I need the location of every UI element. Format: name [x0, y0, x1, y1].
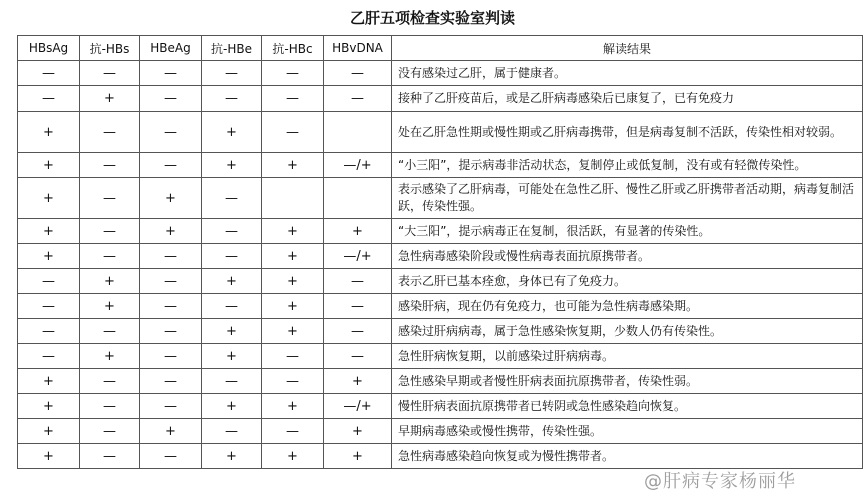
marker-cell: + [324, 444, 392, 469]
table-row [18, 178, 863, 219]
hbv-interpretation-table [17, 35, 863, 469]
marker-cell: — [262, 86, 324, 112]
result-cell: 急性肝病恢复期，以前感染过肝病病毒。 [392, 344, 863, 369]
marker-cell: — [140, 269, 202, 294]
marker-cell: + [202, 344, 262, 369]
marker-cell: — [18, 61, 80, 86]
marker-cell: — [140, 369, 202, 394]
marker-cell: — [140, 294, 202, 319]
result-cell: 急性病毒感染阶段或慢性病毒表面抗原携带者。 [392, 244, 863, 269]
marker-cell: + [140, 219, 202, 244]
result-cell: 表示感染了乙肝病毒，可能处在急性乙肝、慢性乙肝或乙肝携带者活动期，病毒复制活跃，传染性强。 [392, 178, 863, 219]
marker-cell: — [202, 294, 262, 319]
table-row [18, 86, 863, 112]
marker-cell: — [140, 444, 202, 469]
result-cell: 急性感染早期或者慢性肝病表面抗原携带者，传染性弱。 [392, 369, 863, 394]
marker-cell: + [80, 86, 140, 112]
table-row [18, 444, 863, 469]
result-cell: 感染过肝病病毒，属于急性感染恢复期，少数人仍有传染性。 [392, 319, 863, 344]
page-title: 乙肝五项检查实验室判读 [349, 9, 515, 27]
table-row [18, 394, 863, 419]
marker-cell: — [140, 344, 202, 369]
marker-cell: + [262, 269, 324, 294]
result-cell: “大三阳”，提示病毒正在复制，很活跃，有显著的传染性。 [392, 219, 863, 244]
marker-cell: + [262, 294, 324, 319]
marker-cell: + [262, 319, 324, 344]
marker-cell: + [202, 394, 262, 419]
marker-cell: — [80, 369, 140, 394]
table-row [18, 112, 863, 153]
marker-cell: + [262, 244, 324, 269]
marker-cell: — [262, 112, 324, 153]
marker-cell: + [262, 444, 324, 469]
marker-cell [262, 178, 324, 219]
table-header-row [18, 36, 863, 61]
marker-cell: — [80, 178, 140, 219]
col-header-anti-hbc: 抗-HBc [262, 36, 324, 61]
table-row [18, 294, 863, 319]
marker-cell: — [140, 153, 202, 178]
table-row [18, 319, 863, 344]
table-row [18, 244, 863, 269]
marker-cell: + [80, 344, 140, 369]
marker-cell: + [18, 369, 80, 394]
marker-cell: — [324, 61, 392, 86]
marker-cell: — [202, 244, 262, 269]
marker-cell: — [202, 61, 262, 86]
marker-cell: + [262, 219, 324, 244]
marker-cell: + [18, 153, 80, 178]
marker-cell [324, 178, 392, 219]
table-row [18, 61, 863, 86]
marker-cell: + [18, 419, 80, 444]
marker-cell: — [80, 153, 140, 178]
col-header-result: 解读结果 [392, 36, 863, 61]
marker-cell: — [262, 344, 324, 369]
marker-cell: + [140, 419, 202, 444]
marker-cell: —/+ [324, 394, 392, 419]
marker-cell: — [324, 344, 392, 369]
result-cell: 早期病毒感染或慢性携带，传染性强。 [392, 419, 863, 444]
marker-cell: + [140, 178, 202, 219]
marker-cell: + [324, 419, 392, 444]
marker-cell: — [140, 319, 202, 344]
marker-cell: + [202, 319, 262, 344]
marker-cell: — [262, 369, 324, 394]
marker-cell: — [80, 419, 140, 444]
marker-cell: —/+ [324, 244, 392, 269]
marker-cell: + [18, 219, 80, 244]
marker-cell: — [262, 61, 324, 86]
marker-cell: — [140, 86, 202, 112]
watermark: @肝病专家杨丽华 [644, 471, 796, 492]
marker-cell: — [80, 319, 140, 344]
marker-cell: + [202, 444, 262, 469]
result-cell: 慢性肝病表面抗原携带者已转阴或急性感染趋向恢复。 [392, 394, 863, 419]
marker-cell: + [18, 178, 80, 219]
table-row [18, 219, 863, 244]
marker-cell: — [18, 269, 80, 294]
result-cell: 表示乙肝已基本痊愈，身体已有了免疫力。 [392, 269, 863, 294]
table-row [18, 369, 863, 394]
marker-cell: — [80, 244, 140, 269]
marker-cell: — [140, 244, 202, 269]
marker-cell: + [202, 269, 262, 294]
marker-cell: — [202, 369, 262, 394]
marker-cell: — [140, 394, 202, 419]
result-cell: 急性病毒感染趋向恢复或为慢性携带者。 [392, 444, 863, 469]
marker-cell: — [324, 86, 392, 112]
marker-cell: — [18, 294, 80, 319]
col-header-hbeag: HBeAg [140, 36, 202, 61]
marker-cell: — [18, 319, 80, 344]
marker-cell: + [18, 394, 80, 419]
result-cell: 没有感染过乙肝，属于健康者。 [392, 61, 863, 86]
marker-cell: + [18, 244, 80, 269]
marker-cell: + [18, 112, 80, 153]
marker-cell: — [80, 219, 140, 244]
marker-cell: — [140, 112, 202, 153]
marker-cell: — [324, 269, 392, 294]
marker-cell: + [324, 369, 392, 394]
result-cell: 接种了乙肝疫苗后，或是乙肝病毒感染后已康复了，已有免疫力 [392, 86, 863, 112]
table-row [18, 419, 863, 444]
col-header-hbsag: HBsAg [18, 36, 80, 61]
marker-cell: — [18, 344, 80, 369]
marker-cell: — [202, 178, 262, 219]
marker-cell: — [202, 219, 262, 244]
result-cell: 感染肝病，现在仍有免疫力，也可能为急性病毒感染期。 [392, 294, 863, 319]
col-header-hbvdna: HBvDNA [324, 36, 392, 61]
marker-cell: — [202, 86, 262, 112]
table-row [18, 269, 863, 294]
marker-cell: — [140, 61, 202, 86]
marker-cell: — [262, 419, 324, 444]
marker-cell: + [202, 112, 262, 153]
table-row [18, 153, 863, 178]
marker-cell: — [80, 112, 140, 153]
marker-cell: + [80, 269, 140, 294]
marker-cell: + [324, 219, 392, 244]
marker-cell: —/+ [324, 153, 392, 178]
result-cell: “小三阳”，提示病毒非活动状态，复制停止或低复制，没有或有轻微传染性。 [392, 153, 863, 178]
table-body [18, 61, 863, 469]
marker-cell: + [262, 153, 324, 178]
table-row [18, 344, 863, 369]
col-header-anti-hbs: 抗-HBs [80, 36, 140, 61]
marker-cell: — [80, 61, 140, 86]
col-header-anti-hbe: 抗-HBe [202, 36, 262, 61]
marker-cell: — [80, 444, 140, 469]
result-cell: 处在乙肝急性期或慢性期或乙肝病毒携带，但是病毒复制不活跃，传染性相对较弱。 [392, 112, 863, 153]
marker-cell: — [324, 319, 392, 344]
marker-cell: — [324, 294, 392, 319]
marker-cell: — [202, 419, 262, 444]
marker-cell: — [80, 394, 140, 419]
marker-cell: + [202, 153, 262, 178]
marker-cell: + [80, 294, 140, 319]
marker-cell [324, 112, 392, 153]
marker-cell: — [18, 86, 80, 112]
marker-cell: + [18, 444, 80, 469]
marker-cell: + [262, 394, 324, 419]
